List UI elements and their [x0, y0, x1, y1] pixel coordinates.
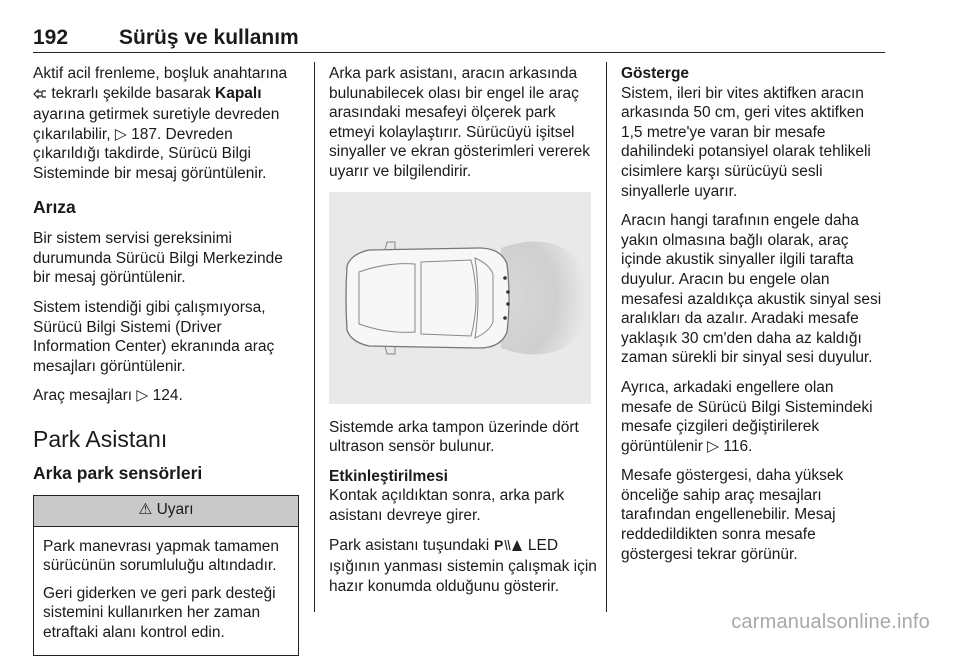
text: Park asistanı tuşundaki	[329, 536, 490, 554]
paragraph-display-3	[621, 378, 887, 456]
fault-heading: Arıza	[33, 196, 76, 217]
warning-paragraph-2: Geri giderken ve geri park desteği sistemini kullanırken her zaman etraftaki alanı kontrol edin.	[43, 584, 276, 642]
svg-text:P: P	[493, 537, 503, 552]
watermark: carmanualsonline.info	[731, 611, 930, 633]
paragraph-display-1: Sistem, ileri bir vites aktifken aracın arkasında 50 cm, geri vites aktifken 1,5 metre'ye varan bir mesafe dahilindeki potansiyel olarak tehlikeli cisimlere karşı sürücüyü sesli sinyallerle uyarır.	[621, 84, 871, 200]
warning-header	[34, 496, 298, 527]
car-top-view-illustration	[329, 192, 591, 404]
subsection-heading: Arka park sensörleri	[33, 462, 203, 483]
text: tekrarlı şekilde basarak	[51, 84, 211, 102]
section-heading: Park Asistanı	[33, 425, 168, 452]
warning-box	[33, 495, 299, 656]
text: Ayrıca, arkadaki engellere olan mesafe de Sürücü Bilgi Sistemindeki mesafe çizgileri değiştirilerek görüntülenir	[621, 378, 873, 455]
warning-title: Uyarı	[156, 501, 194, 519]
paragraph-led	[329, 536, 599, 597]
column-divider-2	[606, 62, 607, 612]
column-right	[621, 64, 887, 574]
text: Araç mesajları	[33, 387, 133, 405]
chapter-title: Sürüş ve kullanım	[119, 26, 299, 49]
paragraph-fault-2: Sistem istendiği gibi çalışmıyorsa, Sürücü Bilgi Sistemi (Driver Information Center) ekranında araç mesajları görüntülenir.	[33, 298, 275, 375]
paragraph-display-2: Aracın hangi tarafının engele daha yakın olmasına bağlı olarak, araç içinde akustik sinyaller ilgili tarafta duyulur. Aracın bu engele olan mesafesi azaldıkça akustik sinyal sesi aralıkları da azalır. Aradaki mesafe yaklaşık 30 cm'den daha az kaldığı zaman sürekli bir sinyal sesi duyulur.	[621, 212, 882, 367]
paragraph-activation: Kontak açıldıktan sonra, arka park asistanı devreye girer.	[329, 487, 565, 524]
activation-heading: Etkinleştirilmesi	[329, 467, 448, 485]
bold-term: Kapalı	[215, 84, 262, 102]
page-header	[33, 22, 885, 53]
gap-switch-icon	[33, 86, 47, 106]
page-ref-arrow-icon: ▷	[114, 125, 127, 143]
warning-paragraph-1: Park manevrası yapmak tamamen sürücünün sorumluluğu altındadır.	[43, 537, 280, 575]
warning-body	[34, 527, 298, 655]
paragraph-display-4: Mesafe göstergesi, daha yüksek önceliğe sahip araç mesajları tarafından engellenebilir. Mesaj reddedildikten sonra mesafe göstergesi tekrar görünür.	[621, 467, 844, 563]
paragraph-fault-1: Bir sistem servisi gereksinimi durumunda Sürücü Bilgi Merkezinde bir mesaj görüntülenir.	[33, 230, 283, 287]
page-ref-arrow-icon: ▷	[707, 437, 720, 455]
page-number: 192	[33, 26, 69, 49]
display-heading: Gösterge	[621, 65, 690, 82]
paragraph-vehicle-messages	[33, 386, 299, 406]
sensor-detection-zone	[501, 241, 587, 354]
column-left	[33, 64, 299, 656]
sensor-illustration	[329, 192, 591, 404]
page-ref-link[interactable]: 124.	[152, 387, 183, 405]
paragraph-intro: Arka park asistanı, aracın arkasında bulunabilecek olası bir engel ile araç arasındaki mesafeyi ölçerek park etmeyi kolaylaştırır. Sürücüyü işitsel sinyaller ve ekran gösterimleri vererek uyarır ve bilgilendirir.	[329, 65, 591, 180]
text: LED ışığının yanması sistemin çalışmak için hazır konumda olduğunu gösterir.	[329, 536, 597, 595]
warning-icon: ⚠	[138, 501, 153, 519]
page-ref-link[interactable]: 116.	[723, 437, 753, 455]
paragraph-emergency-braking	[33, 64, 299, 184]
paragraph-sensors: Sistemde arka tampon üzerinde dört ultrason sensör bulunur.	[329, 418, 579, 456]
text: Aktif acil frenleme, boşluk anahtarına	[33, 65, 288, 82]
page-ref-link[interactable]: 187. Devreden çıkarıldığı takdirde, Sürücü Bilgi Sisteminde bir mesaj görüntülenir.	[33, 125, 267, 182]
page-ref-arrow-icon: ▷	[136, 387, 149, 405]
column-divider-1	[314, 62, 315, 612]
park-assist-button-icon	[494, 538, 524, 558]
column-middle	[329, 64, 599, 606]
text: ayarına getirmek suretiyle devreden çıkarılabilir,	[33, 106, 280, 143]
